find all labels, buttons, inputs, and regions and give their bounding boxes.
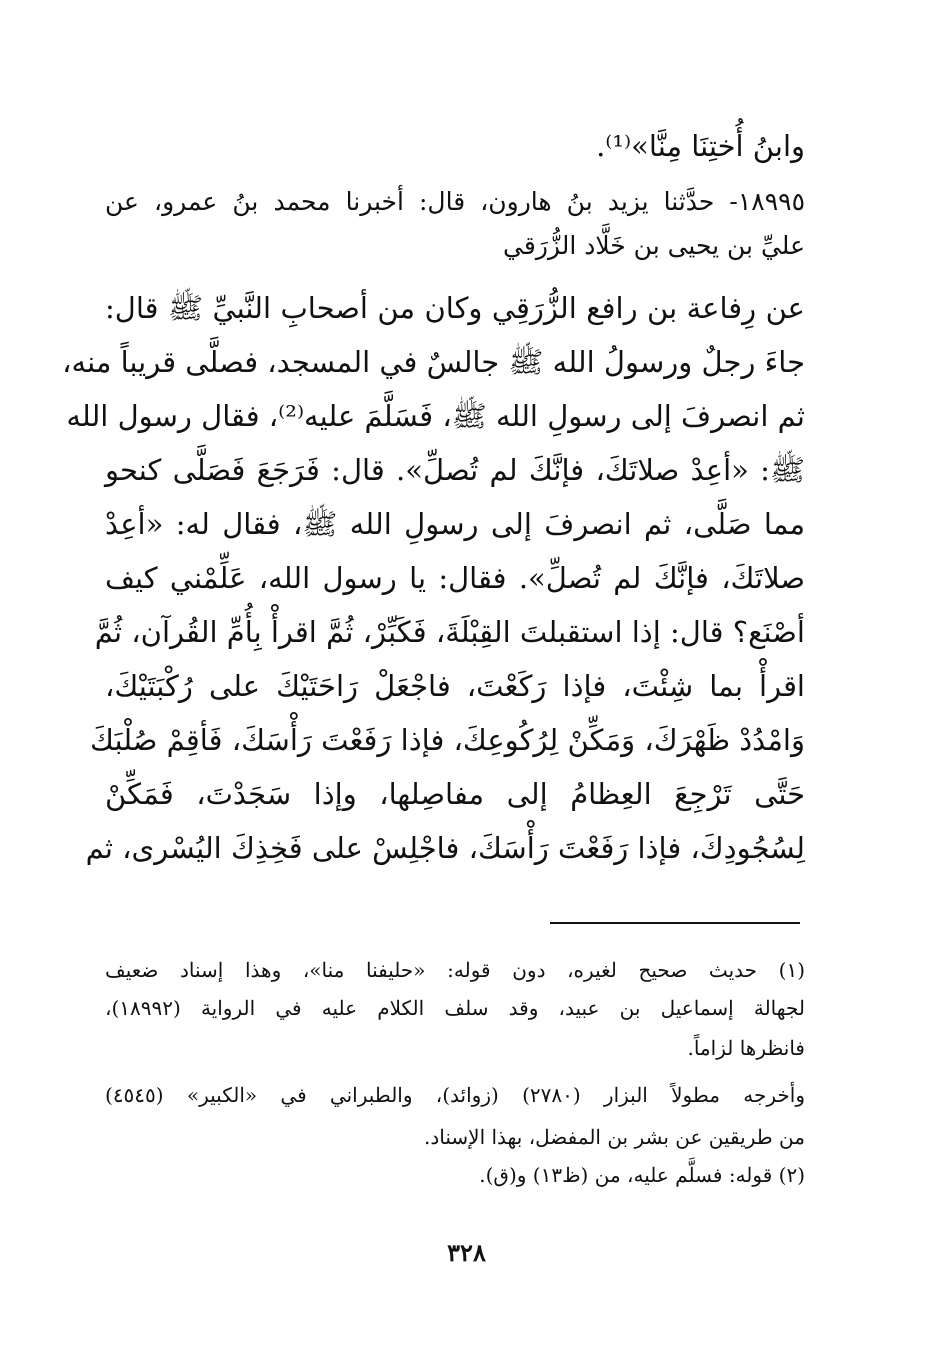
- body-line: مما صَلَّى، ثم انصرفَ إلى رسولِ الله ﷺ، فقال له: «أعِدْ: [105, 507, 805, 541]
- page-number: ٣٢٨: [447, 1238, 486, 1267]
- body-line: صلاتَكَ، فإنَّكَ لم تُصلِّ». فقال: يا رسول الله، عَلِّمْني كيف: [105, 561, 805, 595]
- body-line: جاءَ رجلٌ ورسولُ الله ﷺ جالسٌ في المسجد، فصلَّى قريباً منه،: [62, 345, 805, 379]
- body-line: لِسُجُودِكَ، فإذا رَفَعْتَ رَأْسَكَ، فاجْلِسْ على فَخِذِكَ اليُسْرى، ثم: [85, 831, 805, 865]
- body-line: ﷺ: «أعِدْ صلاتَكَ، فإنَّكَ لم تُصلِّ». قال: فَرَجَعَ فَصَلَّى كنحو: [105, 453, 805, 487]
- body-line: حَتَّى تَرْجِعَ العِظامُ إلى مفاصِلها، وإذا سَجَدْتَ، فَمَكِّنْ: [105, 777, 805, 811]
- footnote-line: (٢) قوله: فسلَّم عليه، من (ظ١٣) و(ق).: [479, 1163, 805, 1187]
- body-line: ثم انصرفَ إلى رسولِ الله ﷺ، فَسَلَّمَ عليه⁽²⁾، فقال رسول الله: [66, 399, 805, 433]
- continuation-line: وابنُ أُختِنَا مِنَّا»⁽¹⁾.: [596, 129, 805, 163]
- isnad-line-1: ١٨٩٩٥- حدَّثنا يزيد بنُ هارون، قال: أخبرنا محمد بنُ عمرو، عن: [105, 187, 805, 216]
- body-line: وَامْدُدْ ظَهْرَكَ، وَمَكِّنْ لِرُكُوعِكَ، فإذا رَفَعْتَ رَأْسَكَ، فَأقِمْ صُلْبَكَ: [90, 723, 805, 757]
- footnote-line: (١) حديث صحيح لغيره، دون قوله: «حليفنا منا»، وهذا إسناد ضعيف: [105, 958, 805, 982]
- footnote-line: لجهالة إسماعيل بن عبيد، وقد سلف الكلام عليه في الرواية (١٨٩٩٢)،: [105, 996, 805, 1020]
- footnote-separator: [550, 922, 800, 924]
- body-line: عن رِفاعة بن رافع الزُّرَقِي وكان من أصحابِ النَّبيِّ ﷺ قال:: [105, 291, 805, 325]
- body-line: أصْنَع؟ قال: إذا استقبلتَ القِبْلَةَ، فَكَبِّرْ، ثُمَّ اقرأْ بِأُمِّ القُرآن، ثُمَّ: [94, 615, 805, 649]
- footnote-line: وأخرجه مطولاً البزار (٢٧٨٠) (زوائد)، والطبراني في «الكبير» (٤٥٤٥): [105, 1083, 805, 1107]
- body-line: اقرأْ بما شِئْتَ، فإذا رَكَعْتَ، فاجْعَلْ رَاحَتَيْكَ على رُكْبَتَيْكَ،: [105, 669, 805, 703]
- footnote-line: فانظرها لزاماً.: [687, 1036, 805, 1060]
- isnad-line-2: عليِّ بن يحيى بن خَلَّاد الزُّرَقي: [503, 231, 805, 260]
- footnote-line: من طريقين عن بشر بن المفضل، بهذا الإسناد.: [424, 1125, 805, 1149]
